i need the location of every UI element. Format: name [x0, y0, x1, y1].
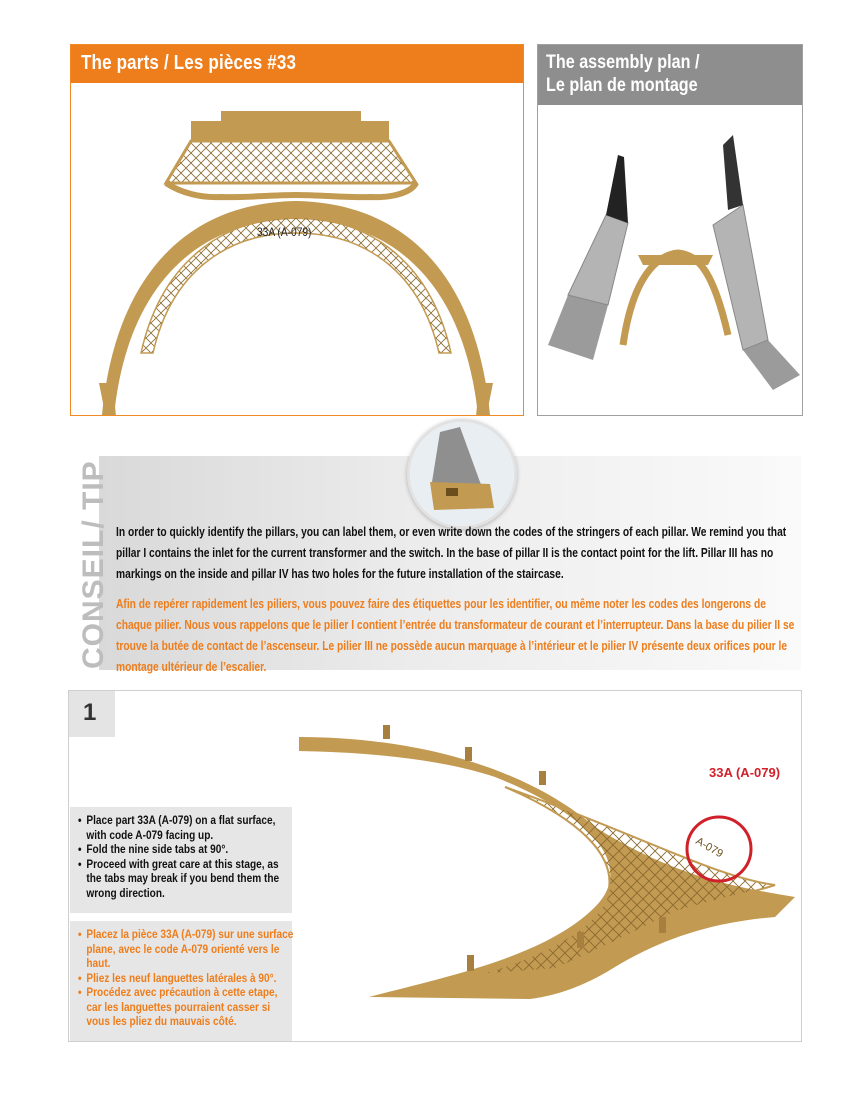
assembly-header — [538, 45, 802, 105]
instruction-fr-item: • Placez la pièce 33A (A-079) sur une surface plane, avec le code A-079 orienté vers le haut. — [78, 927, 295, 971]
tip-side — [44, 460, 110, 670]
assembly-title-line2: Le plan de montage — [546, 75, 698, 96]
tip-side-label: CONSEIL/ TIP — [77, 460, 110, 669]
parts-title: The parts / Les pièces #33 — [81, 52, 297, 74]
instructions-fr-box — [70, 921, 292, 1041]
step-number-box — [69, 691, 115, 737]
parts-header — [71, 45, 523, 83]
step-1-illustration — [295, 707, 801, 1041]
highlight-code-label: 33A (A-079) — [709, 765, 781, 780]
instructions-en-box — [70, 807, 292, 913]
step-1-panel — [68, 690, 802, 1042]
pillar-base-photo — [410, 422, 514, 526]
part-33a-image — [71, 83, 522, 415]
instruction-en-item: • Proceed with great care at this stage, as the tabs may break if you bend them the wrong direction. — [78, 857, 295, 901]
step-number: 1 — [83, 699, 97, 726]
assembly-panel — [537, 44, 803, 416]
instruction-fr-item: • Procédez avec précaution à cette etape, car les languettes pourraient casser si vous les pliez du mauvais côté. — [78, 985, 295, 1029]
tip-text-fr: Afin de repérer rapidement les piliers, vous pouvez faire des étiquettes pour les identifier, ou même noter les codes des longerons de chaque pilier. Nous vous rappelons que le pilier I contient l’entrée du transformateur de courant et l’interrupteur. Dans la base du pilier II se trouve la butée de contact de l’ascenseur. Le pilier III ne possède aucun marquage à l’intérieur et le pilier IV présente deux orifices pour le montage ultérieur de l’escalier. — [116, 597, 795, 674]
tip-text-en: In order to quickly identify the pillars, you can label them, or even write down the codes of the stringers of each pillar. We remind you that pillar I contains the inlet for the current transformer and the switch. In the base of pillar II is the contact point for the lift. Pillar III has no markings on the inside and pillar IV has two holes for the future installation of the staircase. — [116, 525, 787, 581]
instruction-en-item: • Place part 33A (A-079) on a flat surface, with code A-079 facing up. — [78, 813, 295, 842]
assembly-plan-image — [538, 105, 801, 415]
instructions-fr — [78, 927, 295, 1029]
assembly-title-line1: The assembly plan / — [546, 52, 700, 73]
engraved-code: A-079 — [693, 835, 725, 861]
parts-panel — [70, 44, 524, 416]
instruction-fr-item: • Pliez les neuf languettes latérales à 90°. — [78, 971, 295, 986]
tip-photo — [407, 419, 517, 529]
instructions-en — [78, 813, 295, 900]
assembly-title — [546, 51, 699, 97]
part-code-label: 33A (A-079) — [257, 225, 312, 239]
instruction-en-item: • Fold the nine side tabs at 90°. — [78, 842, 295, 857]
